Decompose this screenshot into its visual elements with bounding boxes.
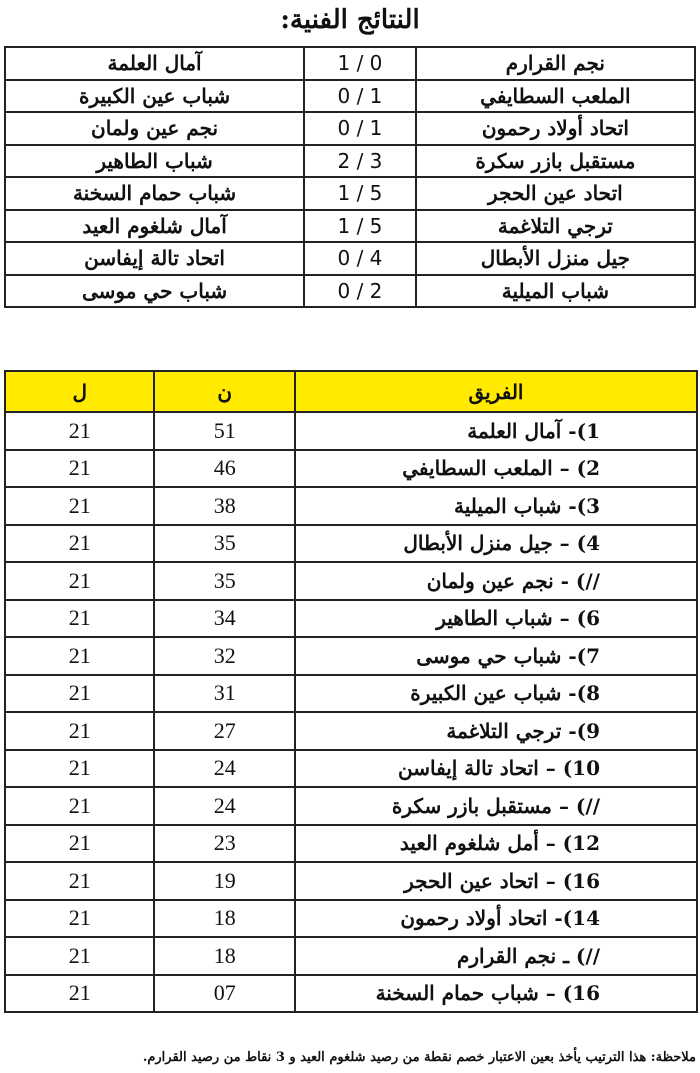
- standings-row: [5, 525, 697, 563]
- played: 21: [5, 637, 154, 675]
- team-name: 16) – اتحاد عين الحجر: [295, 862, 697, 900]
- points: 18: [154, 937, 294, 975]
- played: 21: [5, 750, 154, 788]
- team-name: 9)- ترجي التلاغمة: [295, 712, 697, 750]
- away-team: شباب عين الكبيرة: [5, 80, 304, 113]
- standings-header-row: [5, 371, 697, 412]
- played: 21: [5, 450, 154, 488]
- result-row: [5, 210, 695, 243]
- home-team: الملعب السطايفي: [416, 80, 695, 113]
- played: 21: [5, 787, 154, 825]
- played: 21: [5, 937, 154, 975]
- result-row: [5, 177, 695, 210]
- team-name: 4) – جيل منزل الأبطال: [295, 525, 697, 563]
- standings-table: [4, 370, 698, 1013]
- played: 21: [5, 975, 154, 1013]
- score: 0 / 1: [304, 80, 416, 113]
- team-name: //) - نجم عين ولمان: [295, 562, 697, 600]
- played: 21: [5, 862, 154, 900]
- standings-row: [5, 600, 697, 638]
- result-row: [5, 47, 695, 80]
- result-row: [5, 80, 695, 113]
- points: 23: [154, 825, 294, 863]
- header-played: ل: [5, 371, 154, 412]
- played: 21: [5, 525, 154, 563]
- score: 2 / 3: [304, 145, 416, 178]
- team-name: //) ـ نجم القرارم: [295, 937, 697, 975]
- home-team: نجم القرارم: [416, 47, 695, 80]
- standings-row: [5, 562, 697, 600]
- standings-row: [5, 975, 697, 1013]
- home-team: مستقبل بازر سكرة: [416, 145, 695, 178]
- team-name: 12) – أمل شلغوم العيد: [295, 825, 697, 863]
- played: 21: [5, 562, 154, 600]
- away-team: نجم عين ولمان: [5, 112, 304, 145]
- score: 1 / 5: [304, 177, 416, 210]
- points: 24: [154, 787, 294, 825]
- points: 46: [154, 450, 294, 488]
- standings-row: [5, 712, 697, 750]
- home-team: اتحاد عين الحجر: [416, 177, 695, 210]
- team-name: 10) – اتحاد تالة إيفاسن: [295, 750, 697, 788]
- team-name: 14)- اتحاد أولاد رحمون: [295, 900, 697, 938]
- home-team: اتحاد أولاد رحمون: [416, 112, 695, 145]
- played: 21: [5, 412, 154, 450]
- standings-row: [5, 412, 697, 450]
- away-team: شباب الطاهير: [5, 145, 304, 178]
- points: 51: [154, 412, 294, 450]
- team-name: //) – مستقبل بازر سكرة: [295, 787, 697, 825]
- score: 0 / 4: [304, 242, 416, 275]
- played: 21: [5, 712, 154, 750]
- result-row: [5, 145, 695, 178]
- home-team: جيل منزل الأبطال: [416, 242, 695, 275]
- away-team: شباب حي موسى: [5, 275, 304, 308]
- score: 0 / 2: [304, 275, 416, 308]
- points: 27: [154, 712, 294, 750]
- home-team: ترجي التلاغمة: [416, 210, 695, 243]
- standings-row: [5, 825, 697, 863]
- played: 21: [5, 600, 154, 638]
- points: 18: [154, 900, 294, 938]
- result-row: [5, 112, 695, 145]
- standings-row: [5, 675, 697, 713]
- points: 24: [154, 750, 294, 788]
- points: 07: [154, 975, 294, 1013]
- points: 19: [154, 862, 294, 900]
- team-name: 3)- شباب الميلية: [295, 487, 697, 525]
- team-name: 8)- شباب عين الكبيرة: [295, 675, 697, 713]
- result-row: [5, 275, 695, 308]
- score: 1 / 5: [304, 210, 416, 243]
- points: 38: [154, 487, 294, 525]
- page-title: النتائج الفنية:: [280, 5, 420, 35]
- played: 21: [5, 487, 154, 525]
- away-team: شباب حمام السخنة: [5, 177, 304, 210]
- standings-row: [5, 750, 697, 788]
- header-points: ن: [154, 371, 294, 412]
- standings-row: [5, 787, 697, 825]
- played: 21: [5, 825, 154, 863]
- points: 34: [154, 600, 294, 638]
- standings-row: [5, 487, 697, 525]
- team-name: 1)- آمال العلمة: [295, 412, 697, 450]
- score: 0 / 1: [304, 112, 416, 145]
- result-row: [5, 242, 695, 275]
- standings-row: [5, 450, 697, 488]
- points: 31: [154, 675, 294, 713]
- team-name: 7)- شباب حي موسى: [295, 637, 697, 675]
- standings-row: [5, 937, 697, 975]
- points: 35: [154, 525, 294, 563]
- points: 35: [154, 562, 294, 600]
- header-team: الفريق: [295, 371, 697, 412]
- played: 21: [5, 900, 154, 938]
- team-name: 6) – شباب الطاهير: [295, 600, 697, 638]
- points: 32: [154, 637, 294, 675]
- standings-row: [5, 637, 697, 675]
- played: 21: [5, 675, 154, 713]
- score: 1 / 0: [304, 47, 416, 80]
- away-team: آمال شلغوم العيد: [5, 210, 304, 243]
- team-name: 16) – شباب حمام السخنة: [295, 975, 697, 1013]
- footnote: ملاحظة: هذا الترتيب يأخذ بعين الاعتبار خصم نقطة من رصيد شلغوم العيد و 3 نقاط من رصيد القرارم.: [142, 1050, 696, 1065]
- standings-row: [5, 900, 697, 938]
- away-team: اتحاد تالة إيفاسن: [5, 242, 304, 275]
- away-team: آمال العلمة: [5, 47, 304, 80]
- results-table: [4, 46, 696, 308]
- standings-row: [5, 862, 697, 900]
- home-team: شباب الميلية: [416, 275, 695, 308]
- team-name: 2) – الملعب السطايفي: [295, 450, 697, 488]
